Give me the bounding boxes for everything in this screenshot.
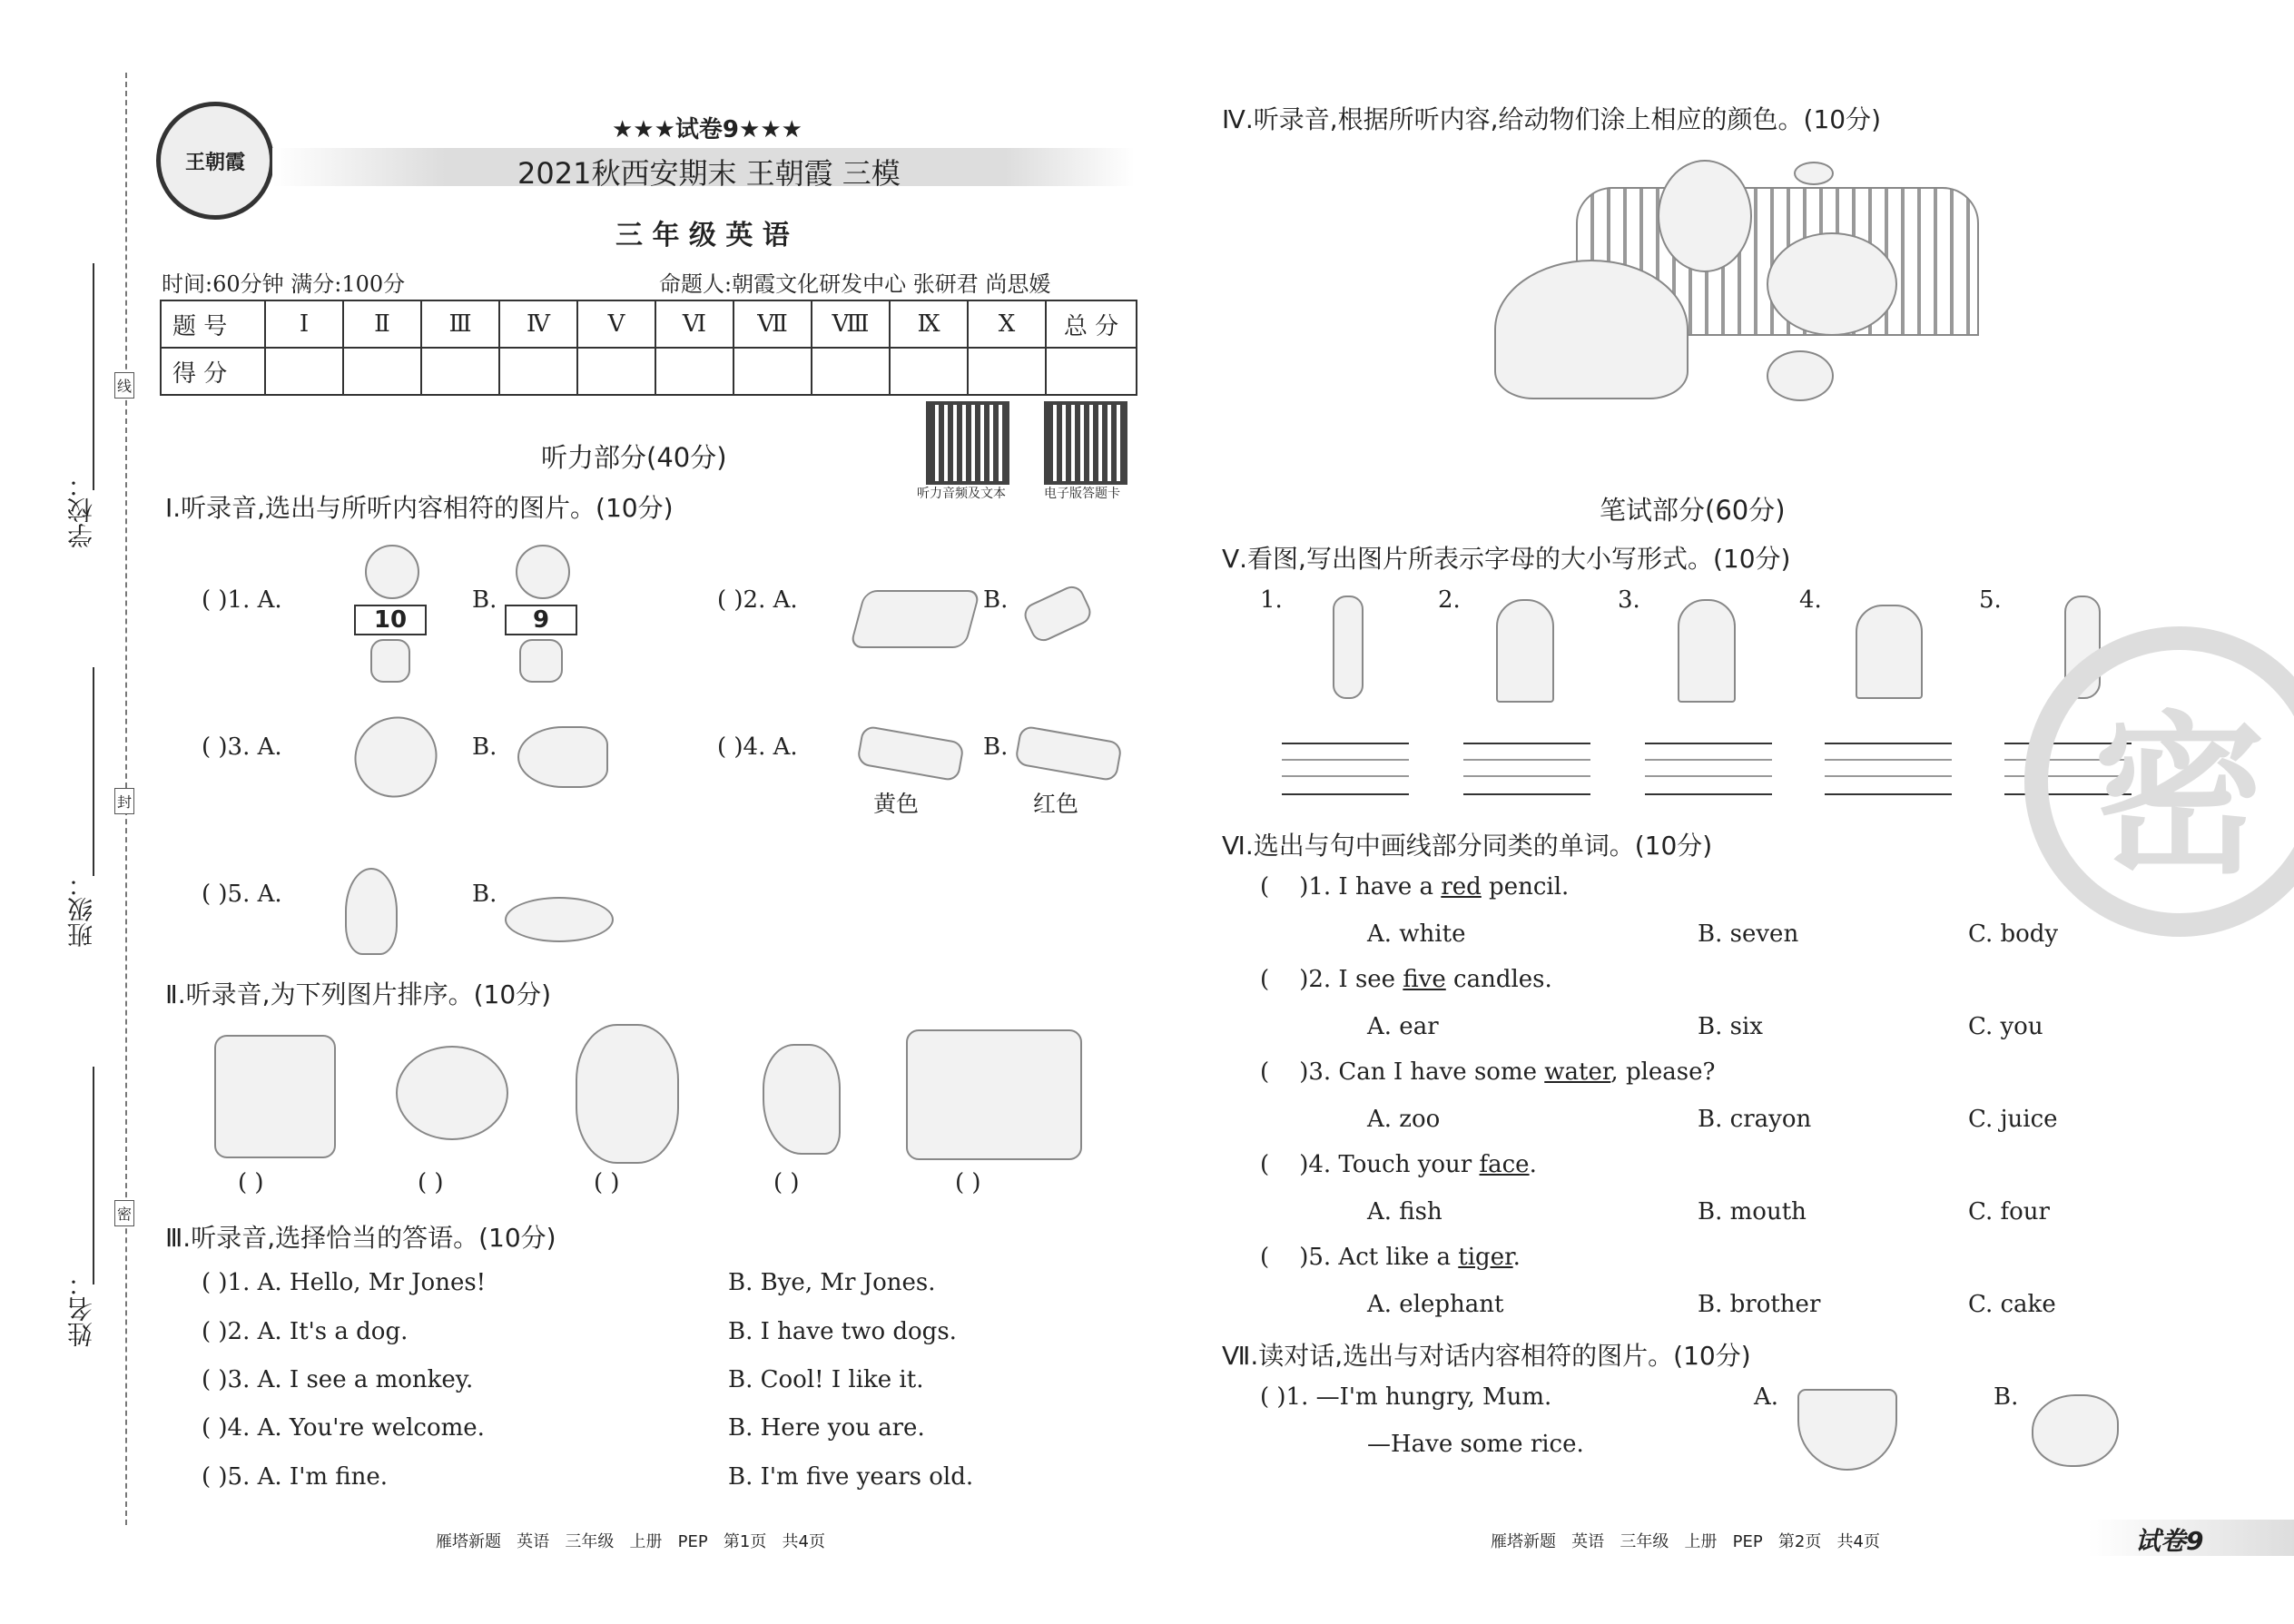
q6-5-opt-b: B. brother	[1698, 1291, 1821, 1318]
score-value-row	[161, 348, 1137, 395]
score-input[interactable]	[421, 348, 499, 395]
bread-image	[340, 702, 452, 812]
order-blank-4[interactable]: ( )	[773, 1169, 800, 1196]
q6-4-opt-c: C. four	[1968, 1198, 2050, 1225]
zoo-animals-image	[1467, 151, 1984, 441]
order-blank-2[interactable]: ( )	[418, 1169, 444, 1196]
q6-1-text: ( )1. I have a	[1260, 873, 1442, 901]
letter-num-2: 2.	[1438, 586, 1461, 614]
score-cell: Ⅶ	[733, 300, 812, 348]
score-header-row	[161, 300, 1137, 348]
qr-caption-answer: 电子版答题卡	[1044, 487, 1120, 501]
mouth-image	[505, 897, 614, 942]
class-field[interactable]	[93, 667, 94, 876]
subject-title: 三 年 级 英 语	[615, 220, 790, 251]
q6-4-underlined: face	[1479, 1151, 1530, 1178]
q6-3-tail: , please?	[1610, 1058, 1716, 1086]
footer-tag: 试卷9	[2135, 1526, 2204, 1556]
school-field[interactable]	[93, 263, 94, 490]
q6-1[interactable]	[1260, 873, 1569, 901]
score-input[interactable]	[1046, 348, 1137, 395]
footer-right: 雁塔新题 英语 三年级 上册 PEP 第2页 共4页	[1491, 1532, 1880, 1551]
margin-mi: 密	[114, 1200, 134, 1226]
q3-1-b: B. Bye, Mr Jones.	[728, 1269, 936, 1296]
number-card-9: 9	[505, 605, 577, 635]
bird	[1794, 162, 1834, 185]
score-input[interactable]	[265, 348, 343, 395]
school-label: 学校：	[66, 472, 96, 548]
q6-4-text: ( )4. Touch your	[1260, 1151, 1480, 1178]
q6-3-opt-c: C. juice	[1968, 1106, 2058, 1133]
order-blank-5[interactable]: ( )	[955, 1169, 981, 1196]
girl-dancing-image	[576, 1024, 679, 1164]
q6-3-underlined: water	[1544, 1058, 1611, 1086]
score-table	[160, 300, 1137, 396]
exam-title: 2021秋西安期末 王朝霞 三模	[517, 156, 901, 191]
crayon-b-image	[1014, 724, 1123, 782]
score-label: 得 分	[161, 348, 265, 395]
score-cell: Ⅵ	[655, 300, 733, 348]
q6-2[interactable]	[1260, 966, 1552, 993]
q6-4-opt-b: B. mouth	[1698, 1198, 1807, 1225]
logo-emblem	[156, 102, 274, 220]
score-cell: 总 分	[1046, 300, 1137, 348]
section-2-title: Ⅱ.听录音,为下列图片排序。(10分)	[165, 979, 552, 1009]
qr-caption-audio: 听力音频及文本	[917, 487, 1006, 501]
section-3-title: Ⅲ.听录音,选择恰当的答语。(10分)	[165, 1223, 556, 1253]
score-cell: 题 号	[161, 300, 265, 348]
q3-3-a[interactable]: ( )3. A. I see a monkey.	[202, 1366, 474, 1393]
score-input[interactable]	[733, 348, 812, 395]
q7-1-line-2: —Have some rice.	[1367, 1431, 1584, 1458]
section-1-title: Ⅰ.听录音,选出与所听内容相符的图片。(10分)	[165, 493, 674, 523]
q1-1-a[interactable]: ( )1. A.	[202, 586, 282, 614]
q1-2-b[interactable]: B.	[983, 586, 1009, 614]
score-input[interactable]	[343, 348, 421, 395]
q6-1-underlined: red	[1441, 873, 1482, 901]
boy-drawing-image	[214, 1035, 336, 1158]
q1-4-a[interactable]: ( )4. A.	[717, 733, 798, 761]
q7-opt-a: A.	[1754, 1383, 1779, 1411]
score-input[interactable]	[499, 348, 577, 395]
q3-2-a[interactable]: ( )2. A. It's a dog.	[202, 1318, 409, 1345]
q1-3-a[interactable]: ( )3. A.	[202, 733, 282, 761]
score-cell: Ⅷ	[812, 300, 890, 348]
boy-holding-10-image	[354, 545, 427, 681]
margin-xian: 线	[114, 372, 134, 399]
q6-2-opt-b: B. six	[1698, 1013, 1763, 1040]
qr-code-answer[interactable]	[1044, 401, 1127, 485]
q6-2-opt-c: C. you	[1968, 1013, 2043, 1040]
listening-title: 听力部分(40分)	[541, 442, 727, 473]
exam-time: 时间:60分钟 满分:100分	[162, 271, 406, 297]
q6-4[interactable]	[1260, 1151, 1537, 1178]
footer-left: 雁塔新题 英语 三年级 上册 PEP 第1页 共4页	[436, 1532, 825, 1551]
q6-1-opt-a: A. white	[1367, 920, 1466, 948]
score-cell: Ⅰ	[265, 300, 343, 348]
foot-image	[763, 1044, 841, 1155]
q6-3[interactable]	[1260, 1058, 1715, 1086]
pig-image	[396, 1046, 508, 1140]
name-label: 姓名：	[66, 1271, 96, 1347]
q1-4-b[interactable]: B.	[983, 733, 1009, 761]
ear-image	[345, 868, 398, 955]
number-card-10: 10	[354, 605, 427, 635]
panda	[1658, 160, 1752, 272]
qr-code-audio[interactable]	[926, 401, 1009, 485]
fish-image	[517, 726, 608, 788]
bear	[1767, 232, 1897, 336]
q6-5-underlined: tiger	[1458, 1244, 1513, 1271]
fried-egg-image	[2032, 1394, 2119, 1467]
body-letter-figure-4	[1856, 605, 1923, 699]
q1-1-b[interactable]: B.	[472, 586, 497, 614]
score-cell: Ⅸ	[890, 300, 968, 348]
section-7-title: Ⅶ.读对话,选出与对话内容相符的图片。(10分)	[1222, 1341, 1751, 1371]
score-cell: Ⅳ	[499, 300, 577, 348]
duck	[1767, 350, 1834, 401]
score-cell: Ⅱ	[343, 300, 421, 348]
margin-feng: 封	[114, 788, 134, 814]
birthday-party-image	[906, 1029, 1082, 1160]
q6-2-underlined: five	[1403, 966, 1446, 993]
exam-badge: ★★★试卷9★★★	[612, 116, 802, 143]
elephant	[1494, 260, 1689, 399]
score-input[interactable]	[812, 348, 890, 395]
section-6-title: Ⅵ.选出与句中画线部分同类的单词。(10分)	[1222, 831, 1713, 861]
q3-5-b: B. I'm five years old.	[728, 1463, 974, 1491]
exam-author: 命题人:朝霞文化研发中心 张研君 尚思媛	[659, 271, 1051, 297]
body-letter-figure-3	[1678, 599, 1736, 703]
q1-5-b[interactable]: B.	[472, 881, 497, 908]
eraser-image	[1020, 582, 1095, 645]
logo-text: 王朝霞	[184, 150, 245, 174]
score-input[interactable]	[577, 348, 655, 395]
section-5-title: Ⅴ.看图,写出图片所表示字母的大小写形式。(10分)	[1222, 544, 1791, 574]
score-cell: Ⅲ	[421, 300, 499, 348]
score-cell: Ⅴ	[577, 300, 655, 348]
book-image	[849, 590, 980, 648]
q6-2-text: ( )2. I see	[1260, 966, 1403, 993]
section-4-title: Ⅳ.听录音,根据所听内容,给动物们涂上相应的颜色。(10分)	[1222, 104, 1882, 134]
order-blank-1[interactable]: ( )	[238, 1169, 264, 1196]
score-cell: Ⅹ	[968, 300, 1046, 348]
q6-4-opt-a: A. fish	[1367, 1198, 1442, 1225]
crayon-a-image	[856, 724, 965, 782]
q6-5[interactable]	[1260, 1244, 1521, 1271]
color-red: 红色	[1033, 791, 1079, 817]
q6-2-tail: candles.	[1445, 966, 1552, 993]
q6-3-opt-b: B. crayon	[1698, 1106, 1812, 1133]
order-blank-3[interactable]: ( )	[594, 1169, 620, 1196]
q3-4-b: B. Here you are.	[728, 1414, 925, 1442]
q6-3-text: ( )3. Can I have some	[1260, 1058, 1545, 1086]
body-letter-figure-1	[1333, 595, 1364, 699]
class-label: 班级：	[66, 871, 96, 948]
q6-4-tail: .	[1529, 1151, 1537, 1178]
color-yellow: 黄色	[873, 791, 920, 817]
q6-1-opt-c: C. body	[1968, 920, 2059, 948]
q6-5-text: ( )5. Act like a	[1260, 1244, 1459, 1271]
q3-2-b: B. I have two dogs.	[728, 1318, 957, 1345]
q3-1-a[interactable]: ( )1. A. Hello, Mr Jones!	[202, 1269, 487, 1296]
q6-5-opt-a: A. elephant	[1367, 1291, 1504, 1318]
q6-5-opt-c: C. cake	[1968, 1291, 2056, 1318]
q3-5-a[interactable]: ( )5. A. I'm fine.	[202, 1463, 389, 1491]
letter-num-3: 3.	[1618, 586, 1640, 614]
q6-3-opt-a: A. zoo	[1367, 1106, 1441, 1133]
q7-opt-b: B.	[1994, 1383, 2019, 1411]
q6-2-opt-a: A. ear	[1367, 1013, 1439, 1040]
body-letter-figure-2	[1496, 599, 1554, 703]
writing-title: 笔试部分(60分)	[1600, 495, 1786, 526]
q6-1-tail: pencil.	[1481, 873, 1570, 901]
letter-num-1: 1.	[1260, 586, 1283, 614]
letter-num-4: 4.	[1799, 586, 1822, 614]
girl-holding-9-image	[505, 545, 577, 681]
seal-text: 密	[2092, 695, 2266, 897]
q1-2-a[interactable]: ( )2. A.	[717, 586, 798, 614]
letter-num-5: 5.	[1979, 586, 2002, 614]
q6-5-tail: .	[1512, 1244, 1521, 1271]
q1-5-a[interactable]: ( )5. A.	[202, 881, 282, 908]
q3-3-b: B. Cool! I like it.	[728, 1366, 924, 1393]
score-input[interactable]	[890, 348, 968, 395]
rice-bowl-image	[1797, 1389, 1897, 1471]
q7-1-line-1[interactable]: ( )1. —I'm hungry, Mum.	[1260, 1383, 1552, 1411]
score-input[interactable]	[655, 348, 733, 395]
q1-3-b[interactable]: B.	[472, 733, 497, 761]
score-input[interactable]	[968, 348, 1046, 395]
q3-4-a[interactable]: ( )4. A. You're welcome.	[202, 1414, 485, 1442]
q6-1-opt-b: B. seven	[1698, 920, 1799, 948]
name-field[interactable]	[93, 1067, 94, 1284]
